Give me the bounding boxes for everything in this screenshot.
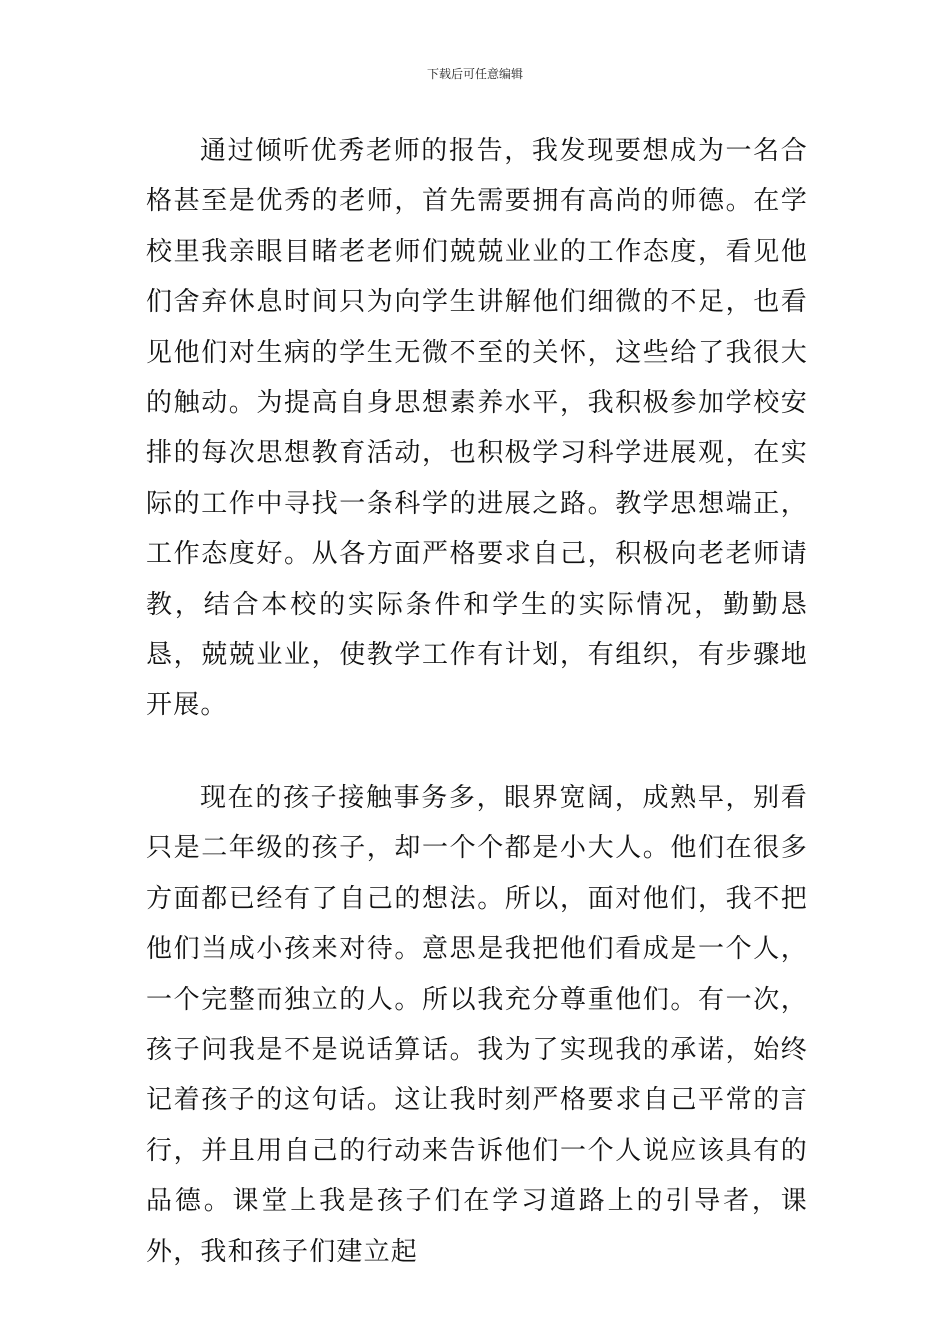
header-note: 下载后可任意编辑	[426, 67, 523, 81]
paragraph-1: 通过倾听优秀老师的报告，我发现要想成为一名合格甚至是优秀的老师，首先需要拥有高尚的师德。在学校里我亲眼目睹老老师们兢兢业业的工作态度，看见他们舍弃休息时间只为向学生讲解他们细微的不足，也看见他们对生病的学生无微不至的关怀，这些给了我很大的触动。为提高自身思想素养水平，我积极参加学校安排的每次思想教育活动，也积极学习科学进展观，在实际的工作中寻找一条科学的进展之路。教学思想端正，工作态度好。从各方面严格要求自己，积极向老老师请教，结合本校的实际条件和学生的实际情况，勤勤恳恳，兢兢业业，使教学工作有计划，有组织，有步骤地开展。	[146, 136, 808, 721]
paragraph-2: 现在的孩子接触事务多，眼界宽阔，成熟早，别看只是二年级的孩子，却一个个都是小大人。他们在很多方面都已经有了自己的想法。所以，面对他们，我不把他们当成小孩来对待。意思是我把他们看成是一个人，一个完整而独立的人。所以我充分尊重他们。有一次，孩子问我是不是说话算话。我为了实现我的承诺，始终记着孩子的这句话。这让我时刻严格要求自己平常的言行，并且用自己的行动来告诉他们一个人说应该具有的品德。课堂上我是孩子们在学习道路上的引导者，课外，我和孩子们建立起	[146, 783, 808, 1267]
